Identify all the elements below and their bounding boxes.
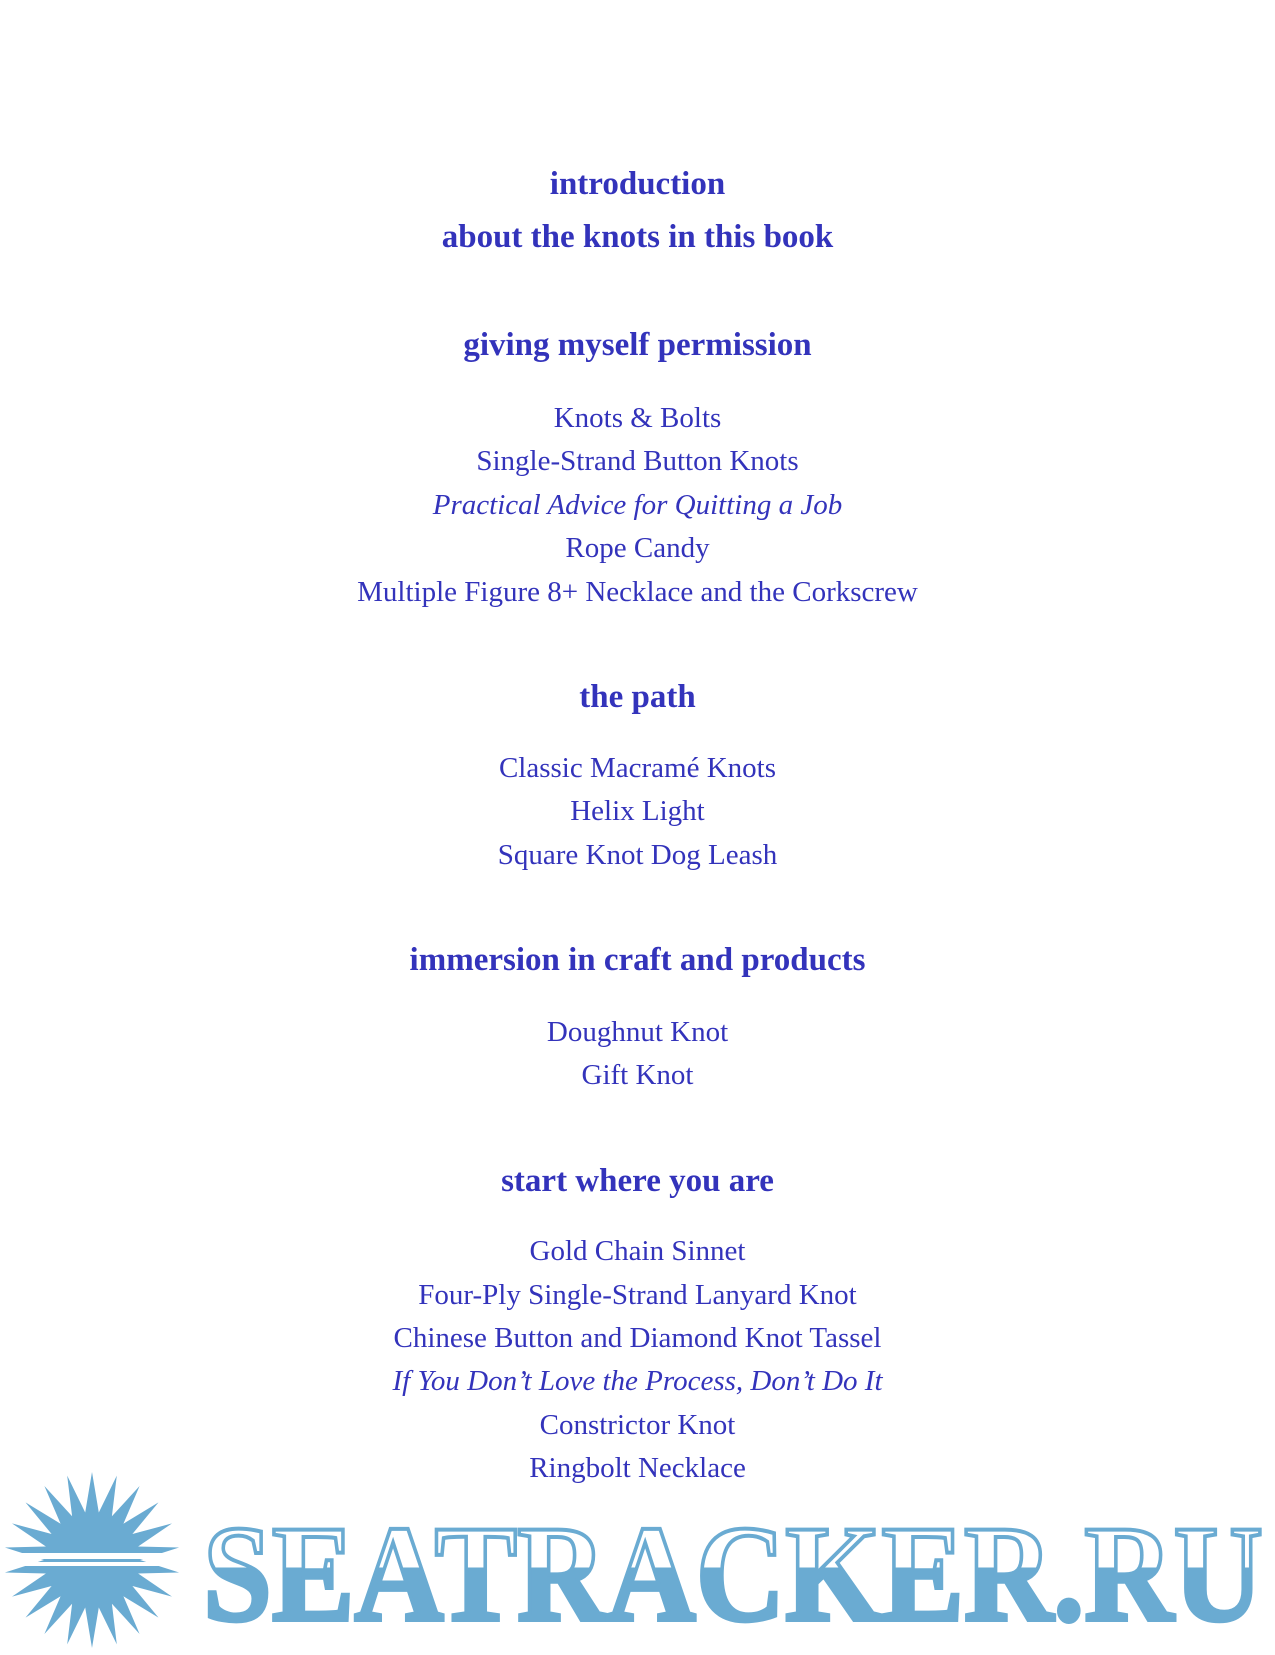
toc-item[interactable]: Classic Macramé Knots	[498, 752, 777, 784]
toc-essay-item[interactable]: If You Don’t Love the Process, Don’t Do It	[392, 1365, 883, 1397]
toc-item[interactable]: Rope Candy	[565, 532, 710, 564]
heading-the-path[interactable]: the path	[579, 679, 696, 715]
seatracker-watermark	[0, 1460, 1275, 1650]
toc-item[interactable]: Chinese Button and Diamond Knot Tassel	[393, 1322, 882, 1354]
heading-start-where-you-are[interactable]: start where you are	[501, 1163, 774, 1199]
toc-item[interactable]: Four-Ply Single-Strand Lanyard Knot	[418, 1279, 857, 1311]
toc-item[interactable]: Gift Knot	[581, 1059, 694, 1091]
toc-essay-item[interactable]: Practical Advice for Quitting a Job	[432, 489, 843, 521]
toc-item[interactable]: Square Knot Dog Leash	[497, 839, 778, 871]
heading-about-the-knots[interactable]: about the knots in this book	[441, 219, 834, 255]
toc-item[interactable]: Single-Strand Button Knots	[476, 445, 799, 477]
toc-item[interactable]: Doughnut Knot	[546, 1016, 729, 1048]
toc-item[interactable]: Gold Chain Sinnet	[529, 1235, 746, 1267]
toc-item[interactable]: Knots & Bolts	[553, 402, 722, 434]
toc-item[interactable]: Multiple Figure 8+ Necklace and the Corkscrew	[357, 576, 918, 608]
toc-item[interactable]: Ringbolt Necklace	[529, 1452, 746, 1484]
toc-item[interactable]: Helix Light	[570, 795, 705, 827]
heading-immersion-in-craft[interactable]: immersion in craft and products	[409, 942, 866, 978]
toc-item[interactable]: Constrictor Knot	[539, 1409, 736, 1441]
heading-introduction[interactable]: introduction	[549, 166, 726, 202]
heading-giving-myself-permission[interactable]: giving myself permission	[463, 327, 812, 363]
watermark-logo	[0, 1460, 1275, 1650]
sun-icon	[0, 1472, 190, 1648]
watermark-text: SEATRACKER.RU	[203, 1497, 1263, 1650]
